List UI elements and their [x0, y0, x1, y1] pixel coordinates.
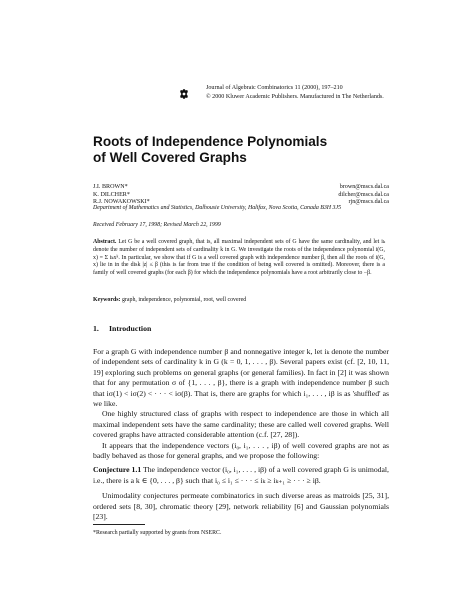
abstract [93, 239, 385, 278]
conjecture-label: Conjecture 1.1 [93, 465, 142, 475]
keywords-text: graph, independence, polynomial, root, well covered [121, 297, 247, 303]
title-line-2: of Well Covered Graphs [93, 150, 247, 165]
paragraph: Unimodality conjectures permeate combinatorics in such diverse areas as matroids [25, 31], ordered sets [8, 30], chromatic theory [29], network reliability [6] and Gaussian polynomials [23]. [93, 491, 389, 522]
author-email: brown@mscs.dal.ca [339, 184, 389, 190]
publisher-logo-icon [176, 86, 192, 102]
author-name: K. DILCHER* [93, 191, 130, 198]
section-heading [93, 324, 151, 333]
author-list [93, 184, 389, 207]
abstract-text: Let G be a well covered graph, that is, all maximal independent sets of G have the same cardinality, and let iₖ denote the number of independent sets of cardinality k in G. We investigate the roots of the independence polynomial i(G, x) = Σ iₖxᵏ. In particular, we show that if G is a well covered graph with independence number β, then all the roots of i(G, x) lie in in the disk |z| ≤ β (this is far from true if the condition of being well covered is omitted). Moreover, there is a family of well covered graphs (for each β) for which the independence polynomials have a root arbitrarily close to −β. [93, 239, 385, 277]
abstract-label: Abstract. [93, 239, 117, 245]
section-title: Introduction [109, 324, 152, 333]
author-email: dilcher@mscs.dal.ca [338, 191, 389, 198]
affiliation: Department of Mathematics and Statistics, Dalhousie University, Halifax, Nova Scotia, Canada B3H 3J5 [93, 205, 342, 211]
copyright-line: © 2000 Kluwer Academic Publishers. Manufactured in The Netherlands. [206, 93, 384, 100]
paper-title [93, 134, 327, 166]
author-email: rjn@mscs.dal.ca [348, 199, 389, 206]
body-text [93, 347, 389, 523]
journal-info [206, 84, 384, 101]
title-line-1: Roots of Independence Polynomials [93, 134, 328, 149]
author-row [93, 184, 389, 192]
paragraph: It appears that the independence vectors (i₀, i₁, . . . , iβ) of well covered graphs are not as badly behaved as those for general graphs, and we propose the following: [93, 440, 389, 461]
section-number: 1. [93, 324, 99, 333]
journal-citation: Journal of Algebraic Combinatorics 11 (2000), 197–210 [206, 85, 343, 91]
keywords-label: Keywords: [93, 297, 121, 303]
paragraph: One highly structured class of graphs with respect to independence are those in which all maximal independent sets have the same cardinality; these are called well covered graphs. Well covered graphs have attracted considerable attention (c.f. [27, 28]). [93, 409, 389, 440]
conjecture-text: The independence vector (i₀, i₁, . . . , iβ) of a well covered graph G is unimodal, i.e., there is a k ∈ {0, . . . , β} such that i₀ ≤ i₁ ≤ · · · ≤ iₖ ≥ iₖ₊₁ ≥ · · · ≥ iβ. [93, 465, 389, 485]
paragraph: For a graph G with independence number β and nonnegative integer k, let iₖ denote the number of independent sets of cardinality k in G (k = 0, 1, . . . , β). Several papers exist (cf. [2, 10, 11, 19] exploring such problems on general graphs (or general families). In fact in [2] it was shown that for any permutation σ of {1, . . . , β}, there is a graph with independence number β such that iσ(1) < iσ(2) < · · · < iσ(β). That is, there are graphs for which i₁, . . . , iβ is as 'shuffled' as we like. [93, 347, 389, 409]
keywords [93, 297, 385, 303]
footnote: *Research partially supported by grants from NSERC. [93, 530, 222, 536]
author-name: J.I. BROWN* [93, 184, 128, 190]
received-dates: Received February 17, 1998; Revised March 22, 1999 [93, 222, 221, 228]
author-name: R.J. NOWAKOWSKI* [93, 199, 150, 206]
footnote-rule [93, 524, 145, 525]
author-row [93, 192, 389, 200]
conjecture [93, 465, 389, 486]
